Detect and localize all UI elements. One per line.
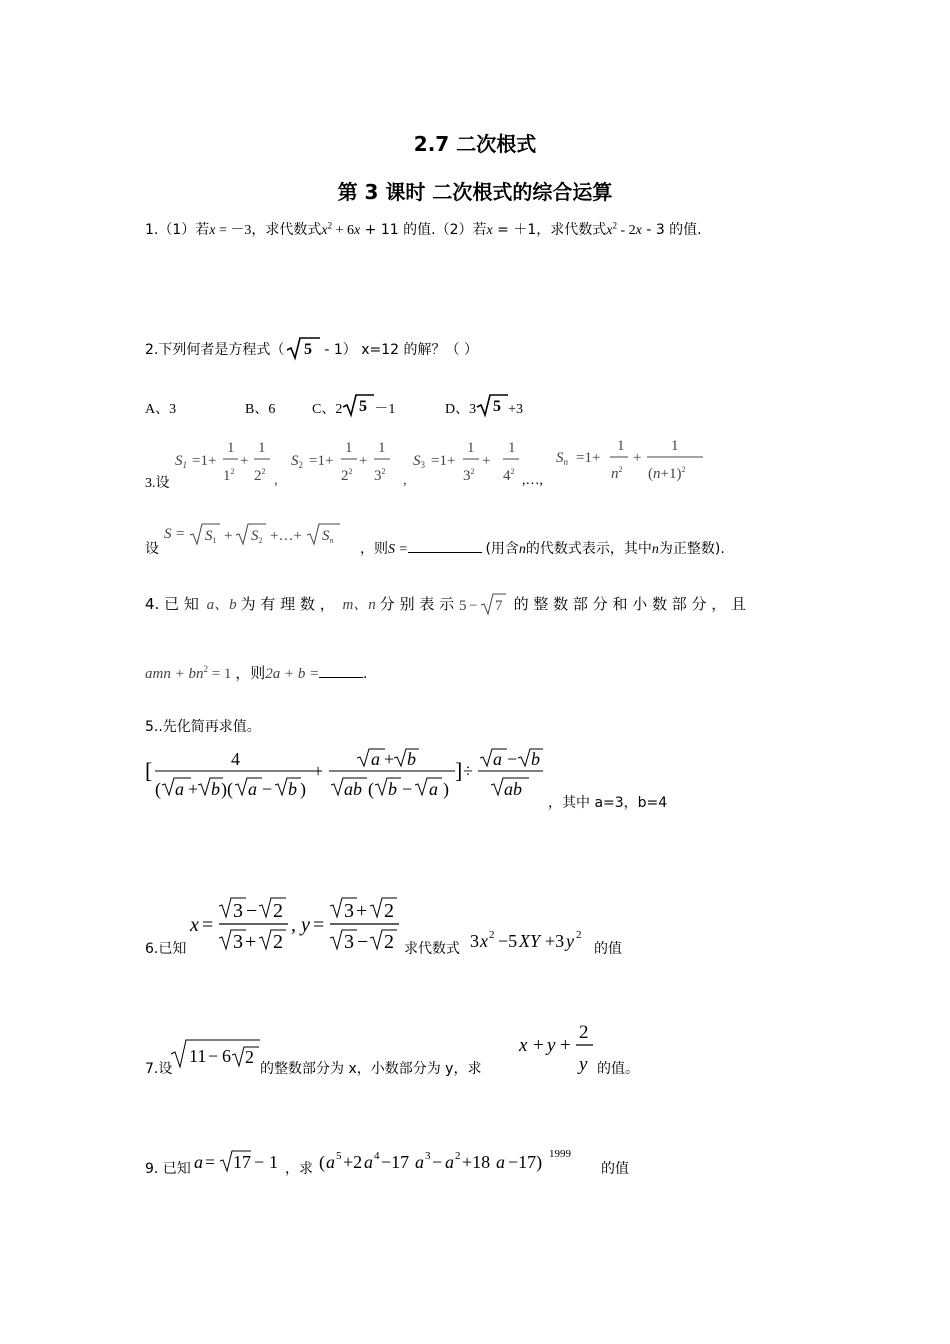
q9-expression <box>318 1142 606 1178</box>
svg-text:S2: $S_2$ <box>251 528 263 545</box>
svg-text:32: $3^2$ <box>463 467 475 484</box>
svg-text:a: a <box>493 749 502 769</box>
q3-mid: ，则 <box>360 541 388 557</box>
q4-expr1: amn + bn <box>145 666 204 682</box>
svg-text:3: 3 <box>344 900 354 922</box>
q2-option-a: A、3 <box>145 402 177 417</box>
svg-text:,: , <box>403 472 407 488</box>
svg-text:3: 3 <box>344 931 354 953</box>
svg-text:3: 3 <box>233 931 243 953</box>
q3-label: 3.设 <box>145 476 170 491</box>
svg-text:a: a <box>496 1152 505 1172</box>
svg-text:(: ( <box>368 779 374 799</box>
svg-text:1: 1 <box>671 438 679 454</box>
svg-text:,…,: ,…, <box>522 473 543 488</box>
q3-series-formulas <box>170 432 710 492</box>
svg-text:1: 1 <box>227 440 235 456</box>
svg-text:ab: ab <box>344 779 362 799</box>
q3-hint-a: (用含 <box>485 541 519 557</box>
svg-text:(n+1)2: $(n+1)^2$ <box>648 465 686 482</box>
svg-text:2: 2 <box>384 931 394 953</box>
svg-text:1: 1 <box>467 440 475 456</box>
svg-text:=1+: =1+ <box>192 453 217 469</box>
svg-text:): ) <box>300 779 306 799</box>
svg-text:−17): −17) <box>508 1152 543 1172</box>
svg-text:b: b <box>388 779 397 799</box>
svg-text:+…+: +…+ <box>270 528 302 544</box>
svg-text:=: = <box>313 914 325 936</box>
svg-text:+: + <box>313 761 324 781</box>
q2-option-b: B、6 <box>245 402 276 417</box>
q2-text-a: 2.下列何者是方程式（ <box>145 342 285 358</box>
svg-text:+: + <box>384 749 395 769</box>
q4-t1: 为 有 理 数 ， <box>240 595 335 613</box>
q4-prefix: 4. 已 知 <box>145 595 199 613</box>
svg-text:a: a <box>364 1152 373 1172</box>
svg-text:1: 1 <box>617 438 625 454</box>
q4-line2: amn + $bn^2 = 1$ ，则2a + b = . <box>145 664 367 682</box>
svg-text:XY: XY <box>519 931 541 951</box>
q1-eq1: = －3，求代数式 <box>215 223 322 238</box>
svg-text:+: + <box>633 450 642 466</box>
page-subtitle: 第 3 课时 二次根式的综合运算 <box>337 180 613 204</box>
svg-text:+: + <box>482 453 491 469</box>
svg-text:b: b <box>288 779 297 799</box>
svg-text:+: + <box>533 1035 544 1056</box>
svg-text:+: + <box>359 453 368 469</box>
q9-end: 的值 <box>601 1161 629 1177</box>
svg-text:=: = <box>176 526 185 542</box>
svg-text:−: − <box>357 931 369 953</box>
q3-hint-b: 的代数式表示，其中 <box>525 541 652 557</box>
svg-text:Sn: $S_n$ <box>556 450 568 467</box>
svg-text:x: x <box>519 1035 528 1056</box>
question-1: 1.（1）若x = －3，求代数式$x^2 + 6x + 11$ 的值.（2）若x = ＋1，求代数式$x^2 - 2x - 3$ 的值. <box>145 220 702 238</box>
svg-text:S: S <box>164 526 172 542</box>
q1-expr1: x <box>321 223 328 238</box>
q7-end: 的值。 <box>597 1061 639 1077</box>
svg-text:−: − <box>507 749 518 769</box>
svg-text:+3: +3 <box>545 931 565 951</box>
svg-text:+: + <box>560 1035 571 1056</box>
svg-text:n2: $n^2$ <box>611 465 623 482</box>
svg-text:+: + <box>240 453 249 469</box>
q3-n: n <box>518 542 526 557</box>
svg-text:x: x <box>190 914 199 936</box>
svg-text:−: − <box>402 779 413 799</box>
svg-text:+: + <box>224 528 233 544</box>
q6-expression <box>468 925 596 953</box>
svg-text:b: b <box>407 749 416 769</box>
svg-text:2: 2 <box>576 929 582 941</box>
svg-text:,: , <box>274 472 278 488</box>
svg-text:S3: $S_3$ <box>413 453 425 470</box>
svg-text:=: = <box>205 1152 216 1172</box>
svg-text:y: y <box>579 1054 588 1075</box>
svg-text:−: − <box>246 900 258 922</box>
svg-text:a: a <box>371 749 380 769</box>
svg-text:−: − <box>468 598 478 614</box>
svg-text:)(: )( <box>221 779 233 799</box>
svg-text:,: , <box>291 914 296 936</box>
q6-xy-definitions <box>188 890 408 954</box>
svg-text:a: a <box>429 779 438 799</box>
q3-s: S = <box>388 542 408 557</box>
svg-text:3: 3 <box>425 1150 431 1162</box>
q1-var2: x <box>486 223 493 238</box>
svg-text:(: ( <box>155 779 161 799</box>
q3-answer-blank[interactable] <box>408 552 482 553</box>
svg-text:S1: $S_1$ <box>175 453 187 470</box>
svg-text:[: [ <box>145 758 153 783</box>
q4-mn: m、n <box>342 597 376 613</box>
svg-text:a: a <box>445 1152 454 1172</box>
q4-ab: a、b <box>206 597 237 613</box>
svg-text:1: 1 <box>258 440 266 456</box>
svg-text:(: ( <box>319 1152 325 1172</box>
q1-expr2d: - 3 的值. <box>641 222 702 238</box>
q7-label: 7.设 <box>145 1061 173 1077</box>
svg-text:4: 4 <box>374 1150 380 1162</box>
q1-expr2: x <box>606 223 613 238</box>
svg-text:12: $1^2$ <box>223 467 235 484</box>
svg-text:3: 3 <box>470 931 479 951</box>
svg-text:2: 2 <box>273 900 283 922</box>
svg-text:5: 5 <box>336 1150 342 1162</box>
q5-expression <box>145 740 555 810</box>
svg-text:Sn: $S_n$ <box>322 528 334 545</box>
svg-text:a: a <box>175 779 184 799</box>
question-4 <box>145 593 746 614</box>
q3-line2-tail <box>360 538 725 558</box>
svg-text:−: − <box>432 1152 443 1172</box>
svg-text:2: 2 <box>579 1022 589 1043</box>
q7-radical <box>170 1036 262 1072</box>
q3-s-formula <box>162 519 362 553</box>
q1-prefix: 1.（1）若 <box>145 222 210 238</box>
svg-text:=1+: =1+ <box>576 450 601 466</box>
svg-text:1: 1 <box>378 440 386 456</box>
svg-text:32: $3^2$ <box>374 467 386 484</box>
q4-end: . <box>363 666 367 682</box>
svg-text:S2: $S_2$ <box>291 453 303 470</box>
svg-text:y: y <box>301 914 310 936</box>
q9-a-definition <box>193 1146 289 1176</box>
q4-t2: 分 别 表 示 <box>379 595 455 613</box>
q9-mid: ，求 <box>285 1161 313 1177</box>
q2-text-b: - 1） x=12 的解？（ ） <box>324 342 478 358</box>
q1-expr2b: - 2 <box>616 223 636 238</box>
svg-text:2: 2 <box>273 931 283 953</box>
svg-text:6: 6 <box>222 1046 231 1066</box>
q3-line2-prefix: 设 <box>145 541 159 557</box>
q4-expr1-tail: = 1 <box>207 666 232 682</box>
q4-answer-blank[interactable] <box>319 677 363 678</box>
svg-text:42: $4^2$ <box>503 467 515 484</box>
svg-text:÷: ÷ <box>463 761 473 781</box>
svg-text:−: − <box>262 779 273 799</box>
svg-text:5: 5 <box>304 341 313 358</box>
svg-text:a: a <box>326 1152 335 1172</box>
q1-expr1b: + 6 <box>332 223 355 238</box>
svg-text:−17: −17 <box>381 1152 410 1172</box>
svg-text:−: − <box>208 1046 219 1066</box>
svg-text:b: b <box>211 779 220 799</box>
q1-eq2: = ＋1，求代数式 <box>492 222 607 238</box>
svg-text:): ) <box>443 779 449 799</box>
svg-text:a: a <box>194 1152 203 1172</box>
svg-text:x: x <box>480 931 488 951</box>
svg-text:1: 1 <box>345 440 353 456</box>
svg-text:17: 17 <box>233 1152 251 1172</box>
q6-ask: 求代数式 <box>404 941 460 957</box>
svg-text:=1+: =1+ <box>309 453 334 469</box>
q1-expr2c: x <box>635 223 642 238</box>
question-2 <box>145 339 478 359</box>
q1-expr1d: + 11 的值.（2）若 <box>360 222 487 238</box>
svg-text:5: 5 <box>359 398 368 415</box>
svg-text:−: − <box>254 1152 265 1172</box>
q5-label: 5..先化简再求值。 <box>145 719 261 735</box>
svg-text:22: $2^2$ <box>341 467 353 484</box>
svg-text:+: + <box>188 779 199 799</box>
q4-mid: ，则 <box>235 664 266 682</box>
svg-text:S1: $S_1$ <box>205 528 217 545</box>
q3-line2 <box>145 538 159 558</box>
svg-text:3: 3 <box>233 900 243 922</box>
svg-text:a: a <box>248 779 257 799</box>
q4-t3: 的 整 数 部 分 和 小 数 部 分 ， 且 <box>513 595 747 613</box>
svg-text:−5: −5 <box>498 931 518 951</box>
svg-text:y: y <box>547 1035 556 1056</box>
svg-text:ab: ab <box>504 779 522 799</box>
svg-text:b: b <box>531 749 540 769</box>
q7-mid: 的整数部分为 x，小数部分为 y，求 <box>260 1061 482 1077</box>
svg-text:5: 5 <box>458 598 467 614</box>
svg-text:=1+: =1+ <box>431 453 456 469</box>
svg-text:11: 11 <box>189 1046 207 1066</box>
svg-text:=: = <box>202 914 214 936</box>
q3-n2: n <box>651 542 659 557</box>
svg-text:+: + <box>356 900 368 922</box>
q3-hint-c: 为正整数). <box>658 541 725 557</box>
svg-text:+18: +18 <box>462 1152 491 1172</box>
q7-expression <box>517 1018 599 1076</box>
q2-option-c: C、2 5 －1 <box>312 398 395 418</box>
svg-text:22: $2^2$ <box>254 467 266 484</box>
svg-text:+: + <box>245 931 257 953</box>
q5-condition: ，其中 a=3，b=4 <box>548 795 668 811</box>
q4-expr2: 2a + b = <box>265 666 320 682</box>
q6-label: 6.已知 <box>145 941 187 957</box>
svg-text:2: 2 <box>384 900 394 922</box>
svg-text:1999: 1999 <box>549 1148 571 1160</box>
svg-text:1: 1 <box>269 1152 278 1172</box>
svg-text:a: a <box>415 1152 424 1172</box>
q1-var: x <box>209 223 216 238</box>
svg-text:2: 2 <box>455 1150 461 1162</box>
q6-end: 的值 <box>594 941 622 957</box>
svg-text:+2: +2 <box>343 1152 363 1172</box>
svg-text:4: 4 <box>231 749 240 769</box>
page-title: 2.7 二次根式 <box>413 132 537 156</box>
q9-label: 9. 已知 <box>145 1161 191 1177</box>
svg-text:y: y <box>566 931 574 951</box>
svg-text:2: 2 <box>489 929 495 941</box>
svg-text:1: 1 <box>508 440 516 456</box>
svg-text:2: 2 <box>245 1047 254 1067</box>
q2-option-d: D、3 5 +3 <box>445 398 523 418</box>
svg-text:]: ] <box>455 758 463 783</box>
svg-text:5: 5 <box>493 398 502 415</box>
q1-expr1c: x <box>354 223 361 238</box>
svg-text:7: 7 <box>494 598 503 614</box>
